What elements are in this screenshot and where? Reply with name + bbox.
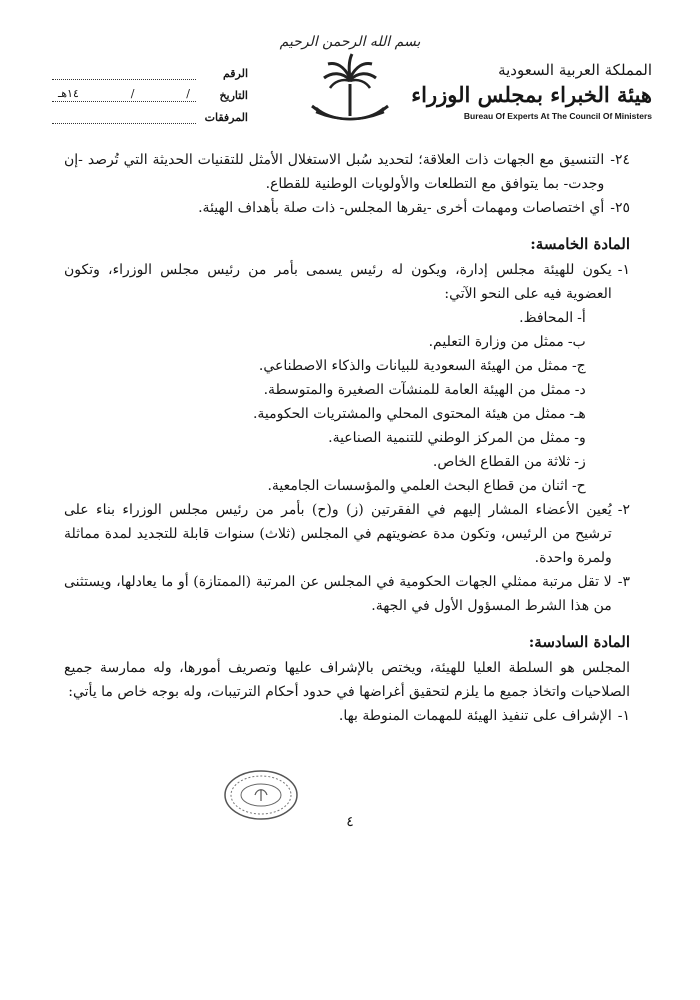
sub-item — [64, 474, 586, 498]
sub-item — [64, 450, 586, 474]
item-text: يُعين الأعضاء المشار إليهم في الفقرتين (ز) و(ح) بأمر من رئيس مجلس الوزراء بناء على ترشيح من الرئيس، وتكون مدة عضويتهم في المجلس (ثلاث) سنوات قابلة للتجديد لمدة مماثلة ولمرة واحدة. — [64, 502, 612, 566]
number-row — [52, 62, 248, 84]
basmala: بسم الله الرحمن الرحيم — [279, 34, 421, 50]
sub-item — [64, 378, 586, 402]
sub-item-text: ثلاثة من القطاع الخاص. — [432, 454, 571, 470]
sub-item-text: ممثل من الهيئة العامة للمنشآت الصغيرة والمتوسطة. — [263, 382, 571, 398]
sub-item — [64, 354, 586, 378]
letterhead-right — [411, 60, 652, 122]
item-number: ٢- — [617, 502, 630, 518]
sub-item — [64, 426, 586, 450]
attachments-field — [52, 111, 196, 124]
item-text: التنسيق مع الجهات ذات العلاقة؛ لتحديد سُبل الاستغلال الأمثل للتقنيات الحديثة التي تُرصد -إن وجدت- بما يتوافق مع التطلعات والأولويات الوطنية للقطاع. — [64, 152, 605, 192]
sub-item — [64, 402, 586, 426]
list-item — [64, 148, 630, 196]
list-item — [64, 570, 630, 618]
kingdom-name: المملكة العربية السعودية — [498, 61, 652, 79]
sub-item-text: ممثل من هيئة المحتوى المحلي والمشتريات الحكومية. — [252, 406, 566, 422]
sub-item — [64, 306, 586, 330]
item-text: الإشراف على تنفيذ الهيئة للمهمات المنوطة بها. — [338, 708, 612, 724]
letterhead-meta — [52, 62, 248, 128]
list-item — [64, 196, 630, 220]
date-row — [52, 84, 248, 106]
page-number: ٤ — [346, 814, 354, 830]
sub-item-letter: أ- — [577, 310, 586, 326]
membership-sublist — [64, 306, 586, 498]
date-sep-1: / — [130, 86, 135, 100]
item-number: ١- — [617, 708, 630, 724]
date-field — [52, 86, 196, 102]
list-item — [64, 704, 630, 728]
sub-item-letter: هـ- — [569, 406, 586, 422]
sub-item-text: ممثل من وزارة التعليم. — [428, 334, 564, 350]
saudi-emblem-icon — [308, 50, 392, 130]
bureau-name-english: Bureau Of Experts At The Council Of Ministers — [463, 111, 652, 121]
item-number: ١- — [617, 262, 630, 278]
number-label: الرقم — [222, 66, 248, 80]
authority-name: هيئة الخبراء بمجلس الوزراء — [411, 82, 652, 107]
attachments-label: المرفقات — [204, 110, 248, 124]
document-body — [64, 148, 630, 728]
sub-item-text: ممثل من الهيئة السعودية للبيانات والذكاء الاصطناعي. — [258, 358, 568, 374]
item-number: ٣- — [617, 574, 630, 590]
item-number: ٢٤- — [610, 152, 630, 168]
article-5-heading: المادة الخامسة: — [530, 235, 630, 253]
date-year: ١٤هـ — [58, 86, 79, 100]
item-text: يكون للهيئة مجلس إدارة، ويكون له رئيس يسمى بأمر من رئيس مجلس الوزراء، وتكون العضوية فيه على النحو الآتي: — [64, 262, 612, 302]
list-item — [64, 258, 630, 498]
number-field — [52, 67, 196, 80]
item-number: ٢٥- — [610, 200, 630, 216]
sub-item-letter: و- — [574, 430, 586, 446]
sub-item-letter: د- — [574, 382, 586, 398]
item-text: أي اختصاصات ومهمات أخرى -يقرها المجلس- ذات صلة بأهداف الهيئة. — [198, 200, 605, 216]
sub-item-letter: ح- — [571, 478, 586, 494]
sub-item-text: المحافظ. — [519, 310, 574, 326]
sub-item-letter: ز- — [574, 454, 586, 470]
official-stamp-icon — [222, 768, 300, 822]
sub-item-letter: ب- — [567, 334, 586, 350]
article-6-heading: المادة السادسة: — [528, 633, 630, 651]
date-label: التاريخ — [219, 88, 248, 102]
date-sep-2: / — [186, 86, 190, 100]
sub-item-text: اثنان من قطاع البحث العلمي والمؤسسات الجامعية. — [267, 478, 568, 494]
attachments-row — [52, 106, 248, 128]
item-text: لا تقل مرتبة ممثلي الجهات الحكومية في المجلس عن المرتبة (الممتازة) أو ما يعادلها، ويستثنى من هذا الشرط المسؤول الأول في الجهة. — [64, 574, 612, 614]
sub-item — [64, 330, 586, 354]
list-item — [64, 498, 630, 570]
sub-item-text: ممثل من المركز الوطني للتنمية الصناعية. — [328, 430, 571, 446]
article-6-paragraph: المجلس هو السلطة العليا للهيئة، ويختص بالإشراف عليها وتصريف أمورها، وله ممارسة جميع الصلاحيات واتخاذ جميع ما يلزم لتحقيق أغراضها في حدود أحكام الترتيبات، وله بوجه خاص ما يأتي: — [64, 660, 630, 700]
sub-item-letter: ج- — [571, 358, 586, 374]
